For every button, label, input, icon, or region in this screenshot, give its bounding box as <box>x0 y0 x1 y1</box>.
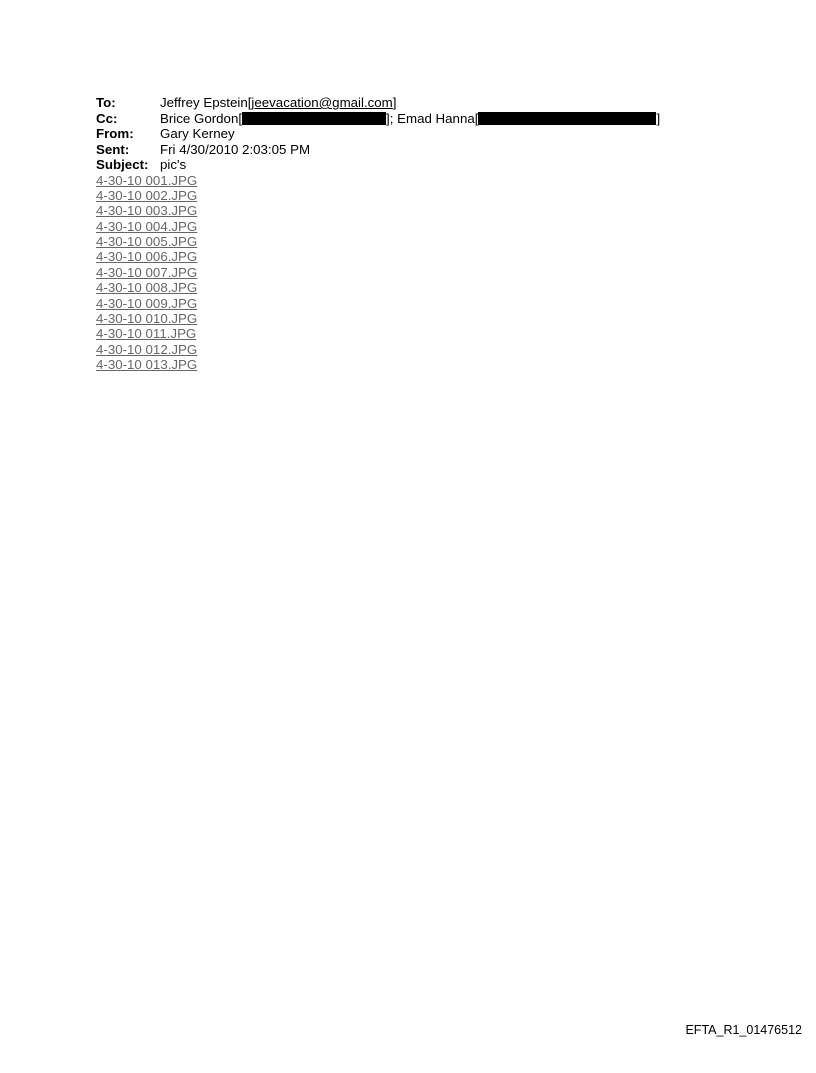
cc-separator: ]; Emad Hanna[ <box>386 110 479 126</box>
attachment-link-008[interactable]: 4-30-10 008.JPG <box>96 280 198 296</box>
cc-close-bracket: ] <box>656 110 661 126</box>
attachment-link-011[interactable]: 4-30-10 011.JPG <box>96 326 197 342</box>
attachment-link-004[interactable]: 4-30-10 004.JPG <box>96 218 198 234</box>
to-value <box>160 95 396 111</box>
subject-row <box>96 157 696 173</box>
attachment-item <box>96 296 696 311</box>
email-document <box>96 95 696 373</box>
to-row <box>96 95 696 111</box>
cc-label: Cc: <box>96 110 118 126</box>
to-email-link[interactable]: jeevacation@gmail.com <box>251 95 393 110</box>
subject-value: pic's <box>160 157 187 172</box>
cc-row <box>96 111 696 127</box>
attachment-item <box>96 342 696 357</box>
attachment-item <box>96 188 696 203</box>
attachment-item <box>96 311 696 326</box>
from-row <box>96 126 696 142</box>
document-id: EFTA_R1_01476512 <box>685 1023 802 1037</box>
attachment-link-013[interactable]: 4-30-10 013.JPG <box>96 357 198 373</box>
attachment-link-007[interactable]: 4-30-10 007.JPG <box>96 264 198 280</box>
sent-label: Sent: <box>96 141 130 157</box>
subject-label: Subject: <box>96 157 149 172</box>
cc-name-1: Brice Gordon[ <box>160 110 243 126</box>
attachment-link-010[interactable]: 4-30-10 010.JPG <box>96 311 198 327</box>
redaction-box-2 <box>478 112 656 125</box>
sent-row <box>96 142 696 158</box>
attachment-item <box>96 326 696 341</box>
attachment-item <box>96 280 696 295</box>
attachment-link-006[interactable]: 4-30-10 006.JPG <box>96 249 198 265</box>
attachment-link-002[interactable]: 4-30-10 002.JPG <box>96 187 198 203</box>
attachment-link-001[interactable]: 4-30-10 001.JPG <box>96 172 198 188</box>
attachment-item <box>96 234 696 249</box>
from-label: From: <box>96 126 134 141</box>
attachment-item <box>96 357 696 372</box>
attachment-item <box>96 219 696 234</box>
sent-value: Fri 4/30/2010 2:03:05 PM <box>160 141 311 157</box>
attachment-link-012[interactable]: 4-30-10 012.JPG <box>96 341 198 357</box>
attachment-item <box>96 173 696 188</box>
to-label: To: <box>96 95 116 110</box>
attachment-item <box>96 203 696 218</box>
cc-value <box>160 111 660 127</box>
attachment-item <box>96 249 696 264</box>
attachment-list <box>96 173 696 373</box>
attachment-item <box>96 265 696 280</box>
to-close-bracket: ] <box>392 95 397 110</box>
attachment-link-005[interactable]: 4-30-10 005.JPG <box>96 234 198 250</box>
to-name: Jeffrey Epstein[ <box>160 95 252 110</box>
attachment-link-009[interactable]: 4-30-10 009.JPG <box>96 295 198 311</box>
from-value: Gary Kerney <box>160 126 235 141</box>
attachment-link-003[interactable]: 4-30-10 003.JPG <box>96 203 198 219</box>
redaction-box-1 <box>242 112 386 125</box>
